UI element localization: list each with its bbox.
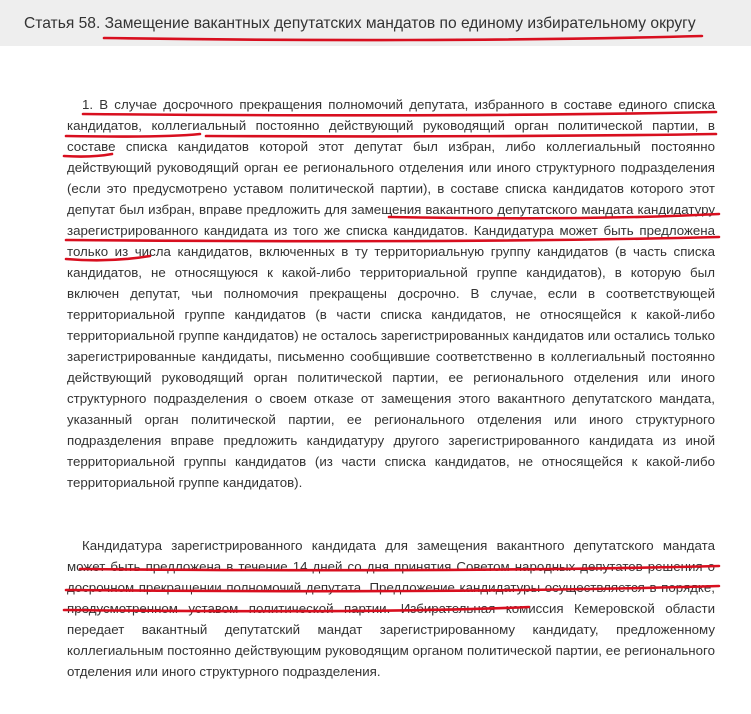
article-body — [67, 94, 715, 682]
paragraph-text: , в составе списка кандидатов которой этот депутат был избран, либо коллегиальный постоянно действующий руководящий орган ее регионального отделения или иного структурного подразделения (если это предусмотрено уставом политической партии), в составе списка кандидатов которого этот депутат был избран, — [67, 118, 715, 217]
highlight-party-organ: коллегиальный постоянно действующий руководящий орган политической партии — [151, 118, 695, 133]
highlight-nomination-right: вправе предложить для замещения вакантного депутатского мандата кандидатуру зарегистрированного кандидата из того же списка кандидатов — [67, 202, 715, 238]
paragraph-2 — [67, 535, 715, 682]
article-header — [0, 0, 751, 46]
article-number: Статья 58. — [24, 15, 105, 32]
highlight-early-termination: В случае досрочного прекращения полномочий депутата, избранного в составе единого списка кандидатов — [67, 97, 715, 133]
paragraph-text: . Предложение кандидатуры осуществляется в порядке, предусмотренном уставом политической партии. Избирательная комиссия Кемеровской области передает вакантный депутатский мандат зарегистрированному кандидату, предложенному коллегиальным постоянно действующим руководящим органом политической партии, ее регионального отделения или иного структурного подразделения. — [67, 580, 715, 679]
paragraph-text: , — [138, 118, 152, 133]
paragraph-number: 1. — [82, 97, 100, 112]
highlight-14-days: Кандидатура зарегистрированного кандидата для замещения вакантного депутатского мандата может быть предложена в течение 14 дней со дня принятия Советом народных депутатов решения о досрочном прекращении полномочий депутата — [67, 538, 715, 595]
article-heading: Замещение вакантных депутатских мандатов по единому избирательному округу — [104, 15, 696, 32]
article-title — [24, 14, 696, 34]
paragraph-1 — [67, 94, 715, 493]
paragraph-text: . Кандидатура может быть предложена только из числа кандидатов, включенных в ту территориальную группу кандидатов (в часть списка кандидатов, не относящуюся к какой-либо территориальной группе кандидатов), в которую был включен депутат, чьи полномочия прекращены досрочно. В случае, если в соответствующей территориальной группе кандидатов (в части списка кандидатов, не относящейся к какой-либо территориальной группе кандидатов) не осталось зарегистрированных кандидатов или остались только зарегистрированные кандидаты, письменно сообщившие соответственно в коллегиальный постоянно действующий руководящий орган политической партии, ее регионального отделения или иного структурного подразделения о своем отказе от замещения этого вакантного депутатского мандата, указанный орган политической партии, ее регионального отделения или иного структурного подразделения вправе предложить кандидатуру другого зарегистрированного кандидата из иной территориальной группы кандидатов (из части списка кандидатов, не относящейся к какой-либо территориальной группе кандидатов). — [67, 223, 716, 490]
